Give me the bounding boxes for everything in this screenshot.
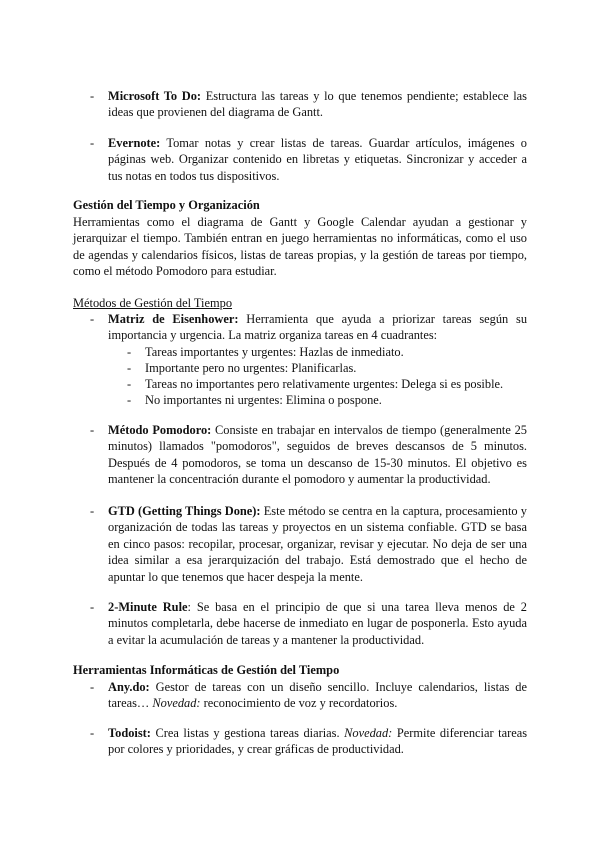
item-text: : Se basa en el principio de que si una tarea lleva menos de 2 minutos completarla, debe hacerse de inmediato en lugar de posponerla. Esto ayuda a evitar la acumulación de tareas y a mantener la productividad. xyxy=(108,600,527,647)
section-heading xyxy=(73,197,527,213)
item-title: Todoist: xyxy=(108,726,151,740)
novedad-label: Novedad: xyxy=(344,726,393,740)
list-item-evernote xyxy=(108,135,527,184)
item-title: 2-Minute Rule xyxy=(108,600,188,614)
sub-item: - Importante pero no urgentes: Planificarlas. xyxy=(145,360,525,376)
item-title: Método Pomodoro: xyxy=(108,423,212,437)
item-title: Any.do: xyxy=(108,680,150,694)
heading-text: Gestión del Tiempo y Organización xyxy=(73,198,260,212)
heading-text: Métodos de Gestión del Tiempo xyxy=(73,296,233,310)
item-text: Herramienta que ayuda a priorizar tareas según su importancia y urgencia. La matriz organiza tareas en 4 cuadrantes: xyxy=(108,312,528,343)
methods-heading xyxy=(73,295,527,311)
item-text: Crea listas y gestiona tareas diarias. xyxy=(150,726,345,740)
item-title: Microsoft To Do: xyxy=(108,89,202,103)
item-text: Consiste en trabajar en intervalos de tiempo (generalmente 25 minutos) llamados "pomodoros", seguidos de breves descansos de 5 minutos. Después de 4 pomodoros, se toma un descanso de 15-30 minutos. El objetivo es mantener la concentración durante el pomodoro y aumentar la productividad. xyxy=(108,423,527,487)
list-item-microsoft-todo xyxy=(108,88,527,121)
item-title: Matriz de Eisenhower: xyxy=(108,312,239,326)
sub-item: - No importantes ni urgentes: Elimina o pospone. xyxy=(145,392,525,408)
item-text: Estructura las tareas y lo que tenemos pendiente; establece las ideas que provienen del diagrama de Gantt. xyxy=(108,89,527,120)
item-text: Tomar notas y crear listas de tareas. Guardar artículos, imágenes o páginas web. Organizar contenido en libretas y etiquetas. Sincronizar y acceder a tus notas en todos tus dispositivos. xyxy=(108,136,527,183)
item-title: Evernote: xyxy=(108,136,161,150)
list-item-todoist xyxy=(108,725,527,758)
item-text: Este método se centra en la captura, procesamiento y organización de todas las tareas y proyectos en un sistema confiable. GTD se basa en cinco pasos: recopilar, procesar, organizar, revisar y ejecutar. No deja de ser una idea similar a esa jerarquización del trabajo. Está demostrado que el hecho de apuntar lo que tenemos que hacer despeja la mente. xyxy=(108,504,527,584)
list-item-two-minute-rule xyxy=(108,599,527,648)
list-item-anydo xyxy=(108,679,527,712)
novedad-label: Novedad: xyxy=(152,696,201,711)
item-text: Permite diferenciar tareas por colores y prioridades, y crear gráficas de productividad. xyxy=(108,726,528,757)
sub-item: - Tareas no importantes pero relativamente urgentes: Delega si es posible. xyxy=(145,376,525,392)
section-heading xyxy=(73,662,527,678)
item-text: reconocimiento de voz y recordatorios. xyxy=(200,696,398,711)
list-item-eisenhower xyxy=(108,311,527,344)
list-item-pomodoro xyxy=(108,422,527,488)
sub-item: - Tareas importantes y urgentes: Hazlas de inmediato. xyxy=(145,344,525,360)
item-title: GTD (Getting Things Done): xyxy=(108,504,261,518)
heading-text: Herramientas Informáticas de Gestión del Tiempo xyxy=(73,663,340,677)
section-paragraph: Herramientas como el diagrama de Gantt y Google Calendar ayudan a gestionar y jerarquizar el tiempo. También entran en juego herramientas no informáticas, como el uso de agendas y calendarios físicos, listas de tareas propias, y la gestión de tareas por tiempo, como el método Pomodoro para estudiar. xyxy=(73,215,527,279)
item-text: Gestor de tareas con un diseño sencillo. Incluye calendarios, listas de tareas… xyxy=(108,680,527,711)
list-item-gtd xyxy=(108,503,527,585)
